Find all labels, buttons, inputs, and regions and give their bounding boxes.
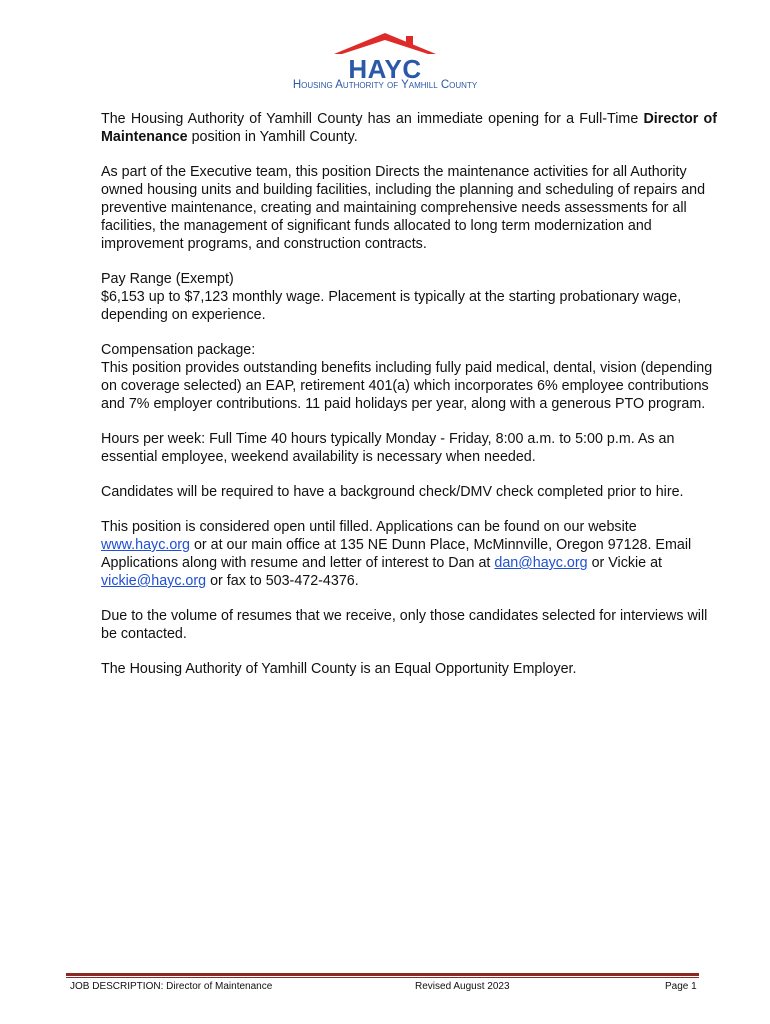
pay-heading: Pay Range (Exempt) [101,271,234,287]
footer-rule-thin [66,977,699,978]
compensation-text: This position provides outstanding benefits including fully paid medical, dental, vision (depending on coverage selected) an EAP, retirement 401(a) which incorporates 6% employee contributions and 7% employer contributions. 11 paid holidays per year, along with a generous PTO program. [101,360,713,412]
apply-text-3: or Vickie at [587,555,663,571]
application-paragraph [101,518,717,590]
vickie-email-link[interactable]: vickie@hayc.org [101,573,207,589]
compensation-heading: Compensation package: [101,342,256,358]
pay-paragraph [101,270,717,324]
apply-text-1: This position is considered open until filled. Applications can be found on our website [101,519,637,535]
footer-page-number: Page 1 [665,981,697,992]
dan-email-link[interactable]: dan@hayc.org [494,555,588,571]
logo-org-name: Housing Authority of Yamhill County [292,79,478,91]
eoe-paragraph: The Housing Authority of Yamhill County is an Equal Opportunity Employer. [101,661,577,677]
intro-text-a: The Housing Authority of Yamhill County has an immediate opening for a Full-Time [101,111,644,127]
compensation-paragraph [101,341,717,413]
footer-rule [66,973,699,976]
footer-revision-date: Revised August 2023 [415,981,510,992]
background-check-paragraph: Candidates will be required to have a background check/DMV check completed prior to hire. [101,484,684,500]
intro-paragraph [101,110,717,146]
intro-text-b: position in Yamhill County. [187,129,358,145]
executive-paragraph: As part of the Executive team, this position Directs the maintenance activities for all Authority owned housing units and building facilities, including the planning and scheduling of repairs and preventive maintenance, creating and maintaining comprehensive needs assessments for all facilities, the management of significant funds allocated to long term modernization and improvement programs, and construction contracts. [101,164,706,252]
pay-text: $6,153 up to $7,123 monthly wage. Placement is typically at the starting probationary wage, depending on experience. [101,289,682,323]
logo-mark: HAYC [348,54,422,84]
job-posting-body [101,110,717,695]
apply-text-4: or fax to 503-472-4376. [206,573,359,589]
footer-document-title: JOB DESCRIPTION: Director of Maintenance [70,981,273,992]
apply-text-2: or at our main office at 135 NE Dunn Place, McMinnville, Oregon 97128. Email Applications along with resume and letter of interest to Dan at [101,537,692,571]
hours-paragraph: Hours per week: Full Time 40 hours typically Monday - Friday, 8:00 a.m. to 5:00 p.m. As an essential employee, weekend availability is necessary when needed. [101,431,675,465]
website-link[interactable]: www.hayc.org [101,537,190,553]
hayc-logo [0,30,770,100]
volume-paragraph: Due to the volume of resumes that we receive, only those candidates selected for interviews will be contacted. [101,608,708,642]
position-title: Director of Maintenance [101,111,717,145]
